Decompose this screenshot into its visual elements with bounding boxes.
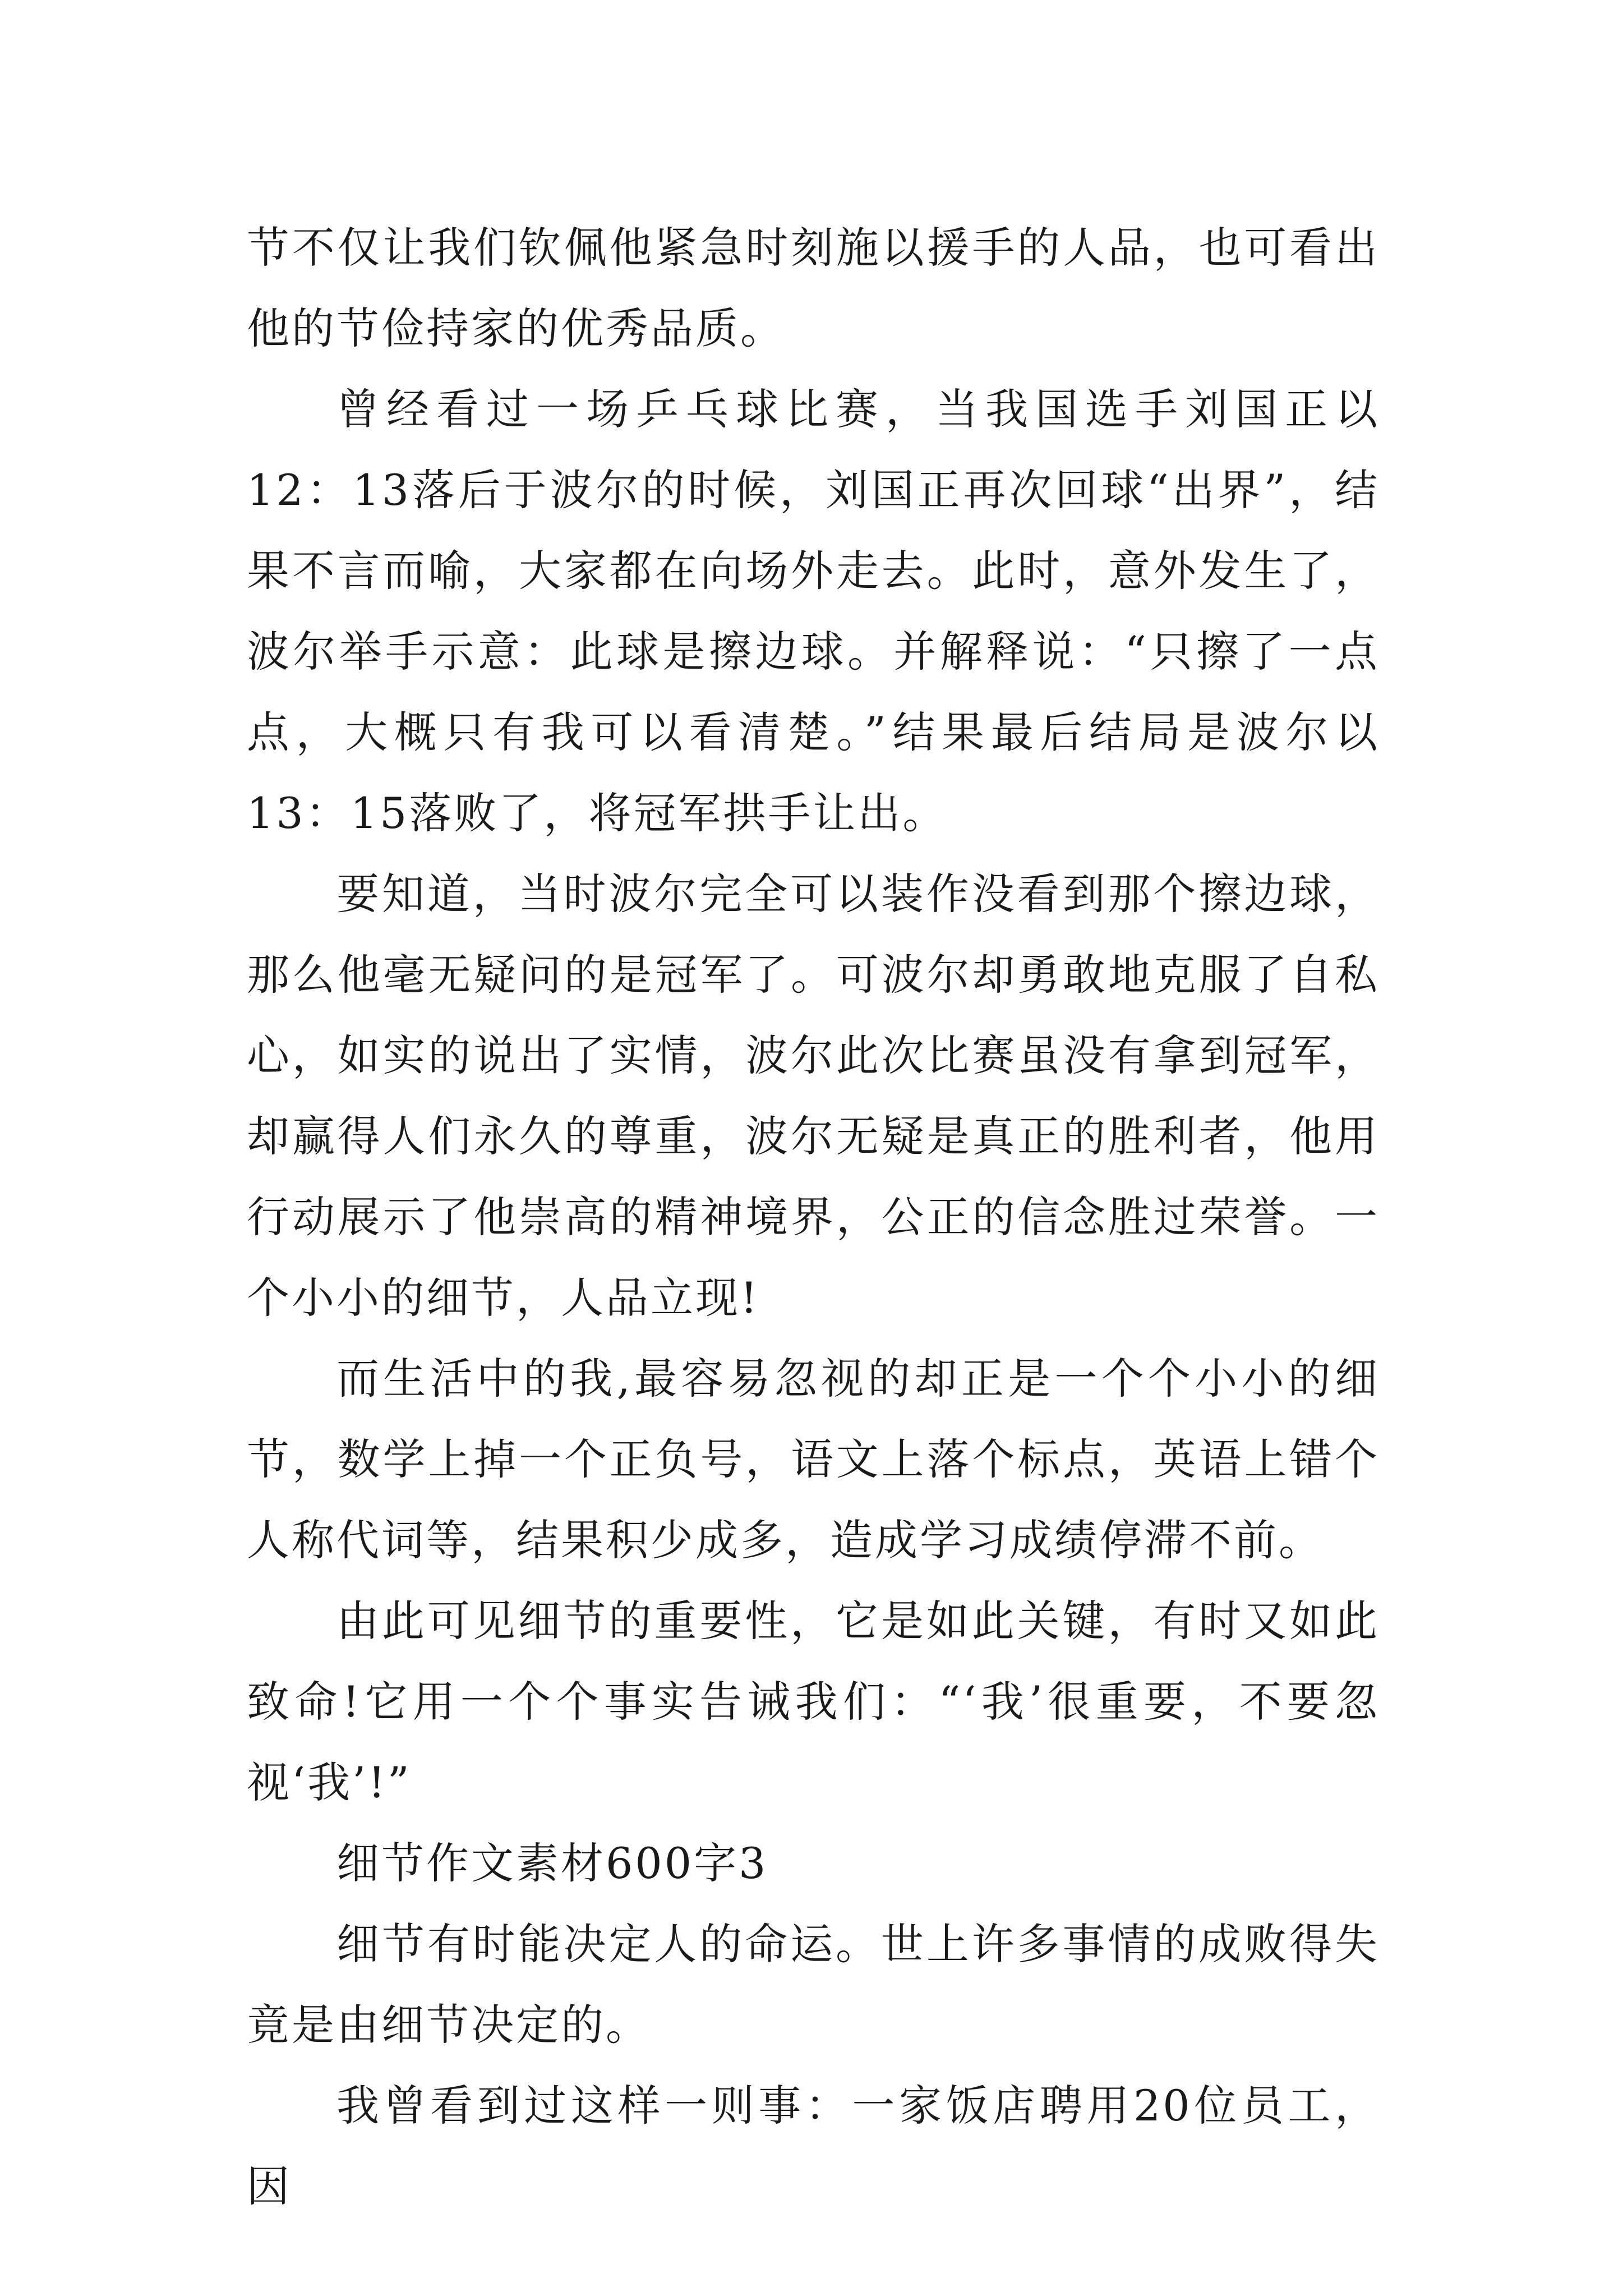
paragraph-conclusion: 由此可见细节的重要性，它是如此关键，有时又如此致命!它用一个个事实告诫我们：“‘我’很重要，不要忽视‘我’!”	[247, 1596, 1380, 1807]
section-heading: 细节作文素材600字3	[336, 1838, 768, 1888]
paragraph-integrity: 要知道，当时波尔完全可以装作没看到那个擦边球，那么他毫无疑问的是冠军了。可波尔却勇敢地克服了自私心，如实的说出了实情，波尔此次比赛虽没有拿到冠军，却赢得人们永久的尊重，波尔无疑是真正的胜利者，他用行动展示了他崇高的精神境界，公正的信念胜过荣誉。一个小小的细节，人品立现!	[247, 869, 1380, 1323]
document-body	[247, 208, 1380, 2227]
paragraph-restaurant: 我曾看到过这样一则事：一家饭店聘用20位员工，因	[247, 2081, 1380, 2211]
paragraph-fate: 细节有时能决定人的命运。世上许多事情的成败得失竟是由细节决定的。	[247, 1919, 1380, 2050]
paragraph-continuation: 节不仅让我们钦佩他紧急时刻施以援手的人品，也可看出他的节俭持家的优秀品质。	[247, 223, 1380, 353]
paragraph-daily-life: 而生活中的我,最容易忽视的却正是一个个小小的细节，数学上掉一个正负号，语文上落个标点，英语上错个人称代词等，结果积少成多，造成学习成绩停滞不前。	[247, 1354, 1380, 1565]
paragraph-table-tennis: 曾经看过一场乒乓球比赛，当我国选手刘国正以12：13落后于波尔的时候，刘国正再次回球“出界”，结果不言而喻，大家都在向场外走去。此时，意外发生了，波尔举手示意：此球是擦边球。并解释说：“只擦了一点点，大概只有我可以看清楚。”结果最后结局是波尔以13：15落败了，将冠军拱手让出。	[247, 384, 1380, 838]
